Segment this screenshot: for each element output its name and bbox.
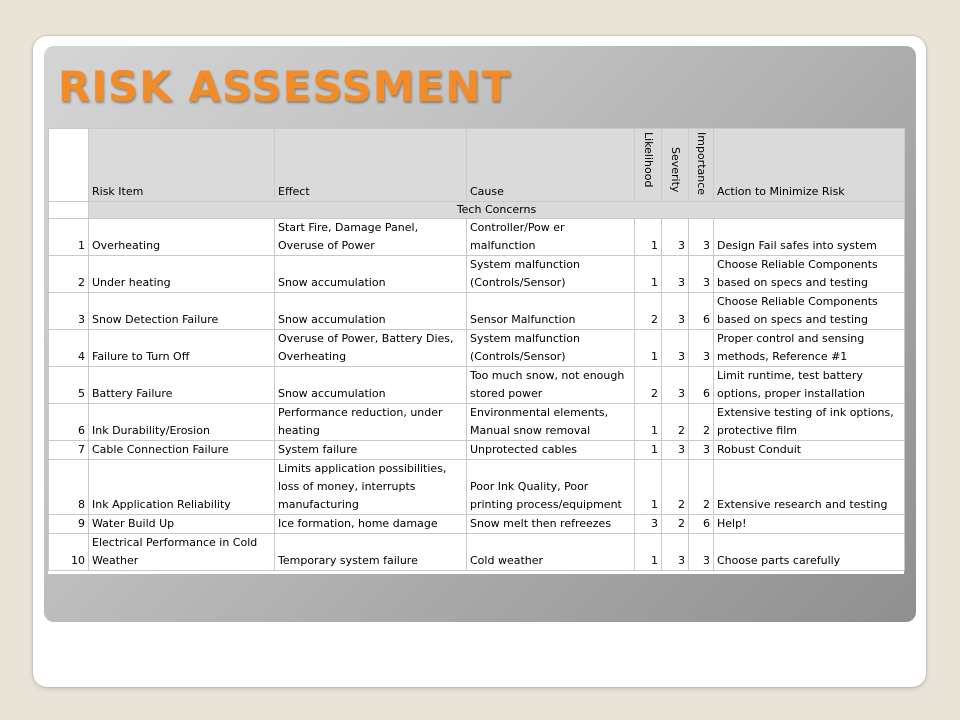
action-cell: Extensive research and testing [714, 460, 905, 515]
likelihood-cell: 1 [635, 460, 662, 515]
action-cell: Robust Conduit [714, 441, 905, 460]
risk-item-cell: Under heating [89, 256, 275, 293]
action-cell: Choose parts carefully [714, 534, 905, 571]
likelihood-cell: 1 [635, 219, 662, 256]
likelihood-cell: 1 [635, 256, 662, 293]
likelihood-cell: 3 [635, 515, 662, 534]
risk-item-cell: Water Build Up [89, 515, 275, 534]
cause-cell: Too much snow, not enough stored power [467, 367, 635, 404]
severity-cell: 3 [662, 441, 689, 460]
table-row [49, 515, 905, 534]
effect-cell: System failure [275, 441, 467, 460]
importance-cell: 2 [689, 404, 714, 441]
importance-cell: 3 [689, 441, 714, 460]
risk-item-cell: Ink Application Reliability [89, 460, 275, 515]
row-number: 8 [49, 460, 89, 515]
severity-cell: 3 [662, 219, 689, 256]
likelihood-cell: 1 [635, 534, 662, 571]
likelihood-cell: 2 [635, 367, 662, 404]
effect-cell: Start Fire, Damage Panel, Overuse of Power [275, 219, 467, 256]
cause-cell: Snow melt then refreezes [467, 515, 635, 534]
cause-cell: Environmental elements, Manual snow removal [467, 404, 635, 441]
likelihood-cell: 1 [635, 441, 662, 460]
severity-cell: 3 [662, 330, 689, 367]
action-cell: Choose Reliable Components based on specs and testing [714, 256, 905, 293]
severity-cell: 2 [662, 404, 689, 441]
row-number: 1 [49, 219, 89, 256]
action-cell: Proper control and sensing methods, Reference #1 [714, 330, 905, 367]
effect-cell: Snow accumulation [275, 293, 467, 330]
header-row [49, 129, 905, 202]
header-likelihood-label: Likelihood [642, 132, 655, 188]
section-row [49, 202, 905, 219]
importance-cell: 6 [689, 293, 714, 330]
header-risk-item: Risk Item [89, 129, 275, 202]
risk-item-cell: Snow Detection Failure [89, 293, 275, 330]
row-number: 7 [49, 441, 89, 460]
risk-item-cell: Electrical Performance in Cold Weather [89, 534, 275, 571]
risk-table [48, 128, 905, 571]
table-row [49, 404, 905, 441]
cause-cell: Controller/Pow er malfunction [467, 219, 635, 256]
effect-cell: Ice formation, home damage [275, 515, 467, 534]
severity-cell: 3 [662, 256, 689, 293]
risk-item-cell: Cable Connection Failure [89, 441, 275, 460]
action-cell: Design Fail safes into system [714, 219, 905, 256]
slide-title: RISK ASSESSMENT [58, 62, 512, 111]
effect-cell: Performance reduction, under heating [275, 404, 467, 441]
section-blank-cell [49, 202, 89, 219]
severity-cell: 3 [662, 534, 689, 571]
table-row [49, 256, 905, 293]
risk-item-cell: Failure to Turn Off [89, 330, 275, 367]
table-row [49, 534, 905, 571]
table-row [49, 330, 905, 367]
row-number: 2 [49, 256, 89, 293]
importance-cell: 3 [689, 534, 714, 571]
likelihood-cell: 1 [635, 404, 662, 441]
effect-cell: Overuse of Power, Battery Dies, Overheating [275, 330, 467, 367]
cause-cell: System malfunction (Controls/Sensor) [467, 256, 635, 293]
header-action: Action to Minimize Risk [714, 129, 905, 202]
likelihood-cell: 1 [635, 330, 662, 367]
risk-item-cell: Ink Durability/Erosion [89, 404, 275, 441]
action-cell: Extensive testing of ink options, protective film [714, 404, 905, 441]
importance-cell: 3 [689, 219, 714, 256]
header-importance [689, 129, 714, 202]
action-cell: Help! [714, 515, 905, 534]
header-likelihood [635, 129, 662, 202]
cause-cell: Poor Ink Quality, Poor printing process/equipment [467, 460, 635, 515]
table-row [49, 367, 905, 404]
cause-cell: Sensor Malfunction [467, 293, 635, 330]
risk-item-cell: Battery Failure [89, 367, 275, 404]
header-severity [662, 129, 689, 202]
row-number: 4 [49, 330, 89, 367]
cause-cell: Cold weather [467, 534, 635, 571]
severity-cell: 2 [662, 460, 689, 515]
severity-cell: 2 [662, 515, 689, 534]
section-title: Tech Concerns [89, 202, 905, 219]
table-row [49, 293, 905, 330]
action-cell: Choose Reliable Components based on specs and testing [714, 293, 905, 330]
importance-cell: 6 [689, 367, 714, 404]
row-number: 6 [49, 404, 89, 441]
row-number: 9 [49, 515, 89, 534]
cause-cell: Unprotected cables [467, 441, 635, 460]
table-row [49, 441, 905, 460]
severity-cell: 3 [662, 367, 689, 404]
cause-cell: System malfunction (Controls/Sensor) [467, 330, 635, 367]
importance-cell: 2 [689, 460, 714, 515]
effect-cell: Limits application possibilities, loss of money, interrupts manufacturing [275, 460, 467, 515]
likelihood-cell: 2 [635, 293, 662, 330]
effect-cell: Temporary system failure [275, 534, 467, 571]
risk-table-container [48, 128, 904, 574]
risk-item-cell: Overheating [89, 219, 275, 256]
header-severity-label: Severity [669, 147, 682, 193]
row-number: 5 [49, 367, 89, 404]
header-cause: Cause [467, 129, 635, 202]
header-index [49, 129, 89, 202]
importance-cell: 6 [689, 515, 714, 534]
action-cell: Limit runtime, test battery options, proper installation [714, 367, 905, 404]
header-effect: Effect [275, 129, 467, 202]
importance-cell: 3 [689, 256, 714, 293]
table-row [49, 460, 905, 515]
effect-cell: Snow accumulation [275, 367, 467, 404]
row-number: 10 [49, 534, 89, 571]
row-number: 3 [49, 293, 89, 330]
effect-cell: Snow accumulation [275, 256, 467, 293]
table-row [49, 219, 905, 256]
severity-cell: 3 [662, 293, 689, 330]
header-importance-label: Importance [695, 132, 708, 196]
importance-cell: 3 [689, 330, 714, 367]
